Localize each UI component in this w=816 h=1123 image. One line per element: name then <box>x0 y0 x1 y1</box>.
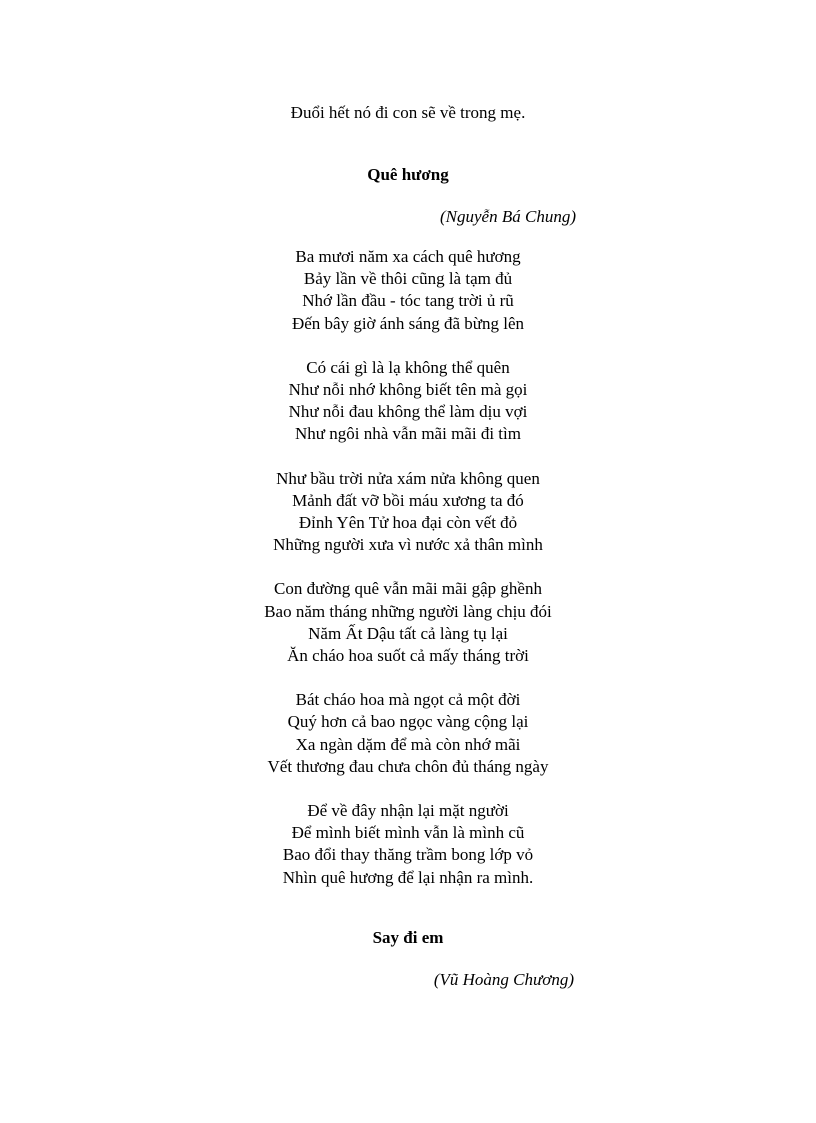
verse-line: Có cái gì là lạ không thể quên <box>306 357 510 377</box>
next-poem-author: (Vũ Hoàng Chương) <box>433 970 574 989</box>
verse-line: Quý hơn cả bao ngọc vàng cộng lại <box>287 712 529 732</box>
previous-poem-last-line: Đuổi hết nó đi con sẽ về trong mẹ. <box>290 103 526 122</box>
verse-line: Như bầu trời nửa xám nửa không quen <box>276 468 540 488</box>
verse-line: Để về đây nhận lại mặt người <box>307 801 509 821</box>
verse-line: Đến bây giờ ánh sáng đã bừng lên <box>291 313 525 333</box>
verse-line: Bảy lần về thôi cũng là tạm đủ <box>303 269 513 289</box>
verse-line: Bao năm tháng những người làng chịu đói <box>264 601 552 621</box>
verse-line: Con đường quê vẫn mãi mãi gập ghềnh <box>274 579 542 599</box>
poem-author: (Nguyễn Bá Chung) <box>440 207 576 226</box>
verse-line: Như nỗi đau không thể làm dịu vợi <box>288 402 528 422</box>
verse-line: Để mình biết mình vẫn là mình cũ <box>291 823 525 843</box>
poem-title: Quê hương <box>367 165 449 184</box>
verse-line: Mảnh đất vỡ bồi máu xương ta đó <box>292 490 524 510</box>
verse-line: Bao đổi thay thăng trầm bong lớp vỏ <box>282 845 534 865</box>
verse-line: Vết thương đau chưa chôn đủ tháng ngày <box>267 756 549 776</box>
poem-body <box>0 246 816 911</box>
verse-line: Ăn cháo hoa suốt cả mấy tháng trời <box>287 646 529 666</box>
next-poem-title: Say đi em <box>372 928 444 947</box>
stanza <box>0 357 816 446</box>
verse-line: Bát cháo hoa mà ngọt cả một đời <box>295 690 521 710</box>
stanza <box>0 800 816 889</box>
stanza <box>0 578 816 667</box>
stanza <box>0 689 816 778</box>
verse-line: Ba mươi năm xa cách quê hương <box>295 247 521 266</box>
verse-line: Đỉnh Yên Tử hoa đại còn vết đỏ <box>298 513 518 533</box>
verse-line: Xa ngàn dặm để mà còn nhớ mãi <box>295 734 521 754</box>
verse-line: Những người xưa vì nước xả thân mình <box>273 535 543 555</box>
verse-line: Năm Ất Dậu tất cả làng tụ lại <box>308 623 508 643</box>
verse-line: Nhìn quê hương để lại nhận ra mình. <box>282 867 534 887</box>
verse-line: Như ngôi nhà vẫn mãi mãi đi tìm <box>295 424 521 444</box>
verse-line: Nhớ lần đầu - tóc tang trời ủ rũ <box>302 291 514 311</box>
stanza <box>0 246 816 335</box>
verse-line: Như nỗi nhớ không biết tên mà gọi <box>288 380 528 400</box>
stanza <box>0 468 816 557</box>
